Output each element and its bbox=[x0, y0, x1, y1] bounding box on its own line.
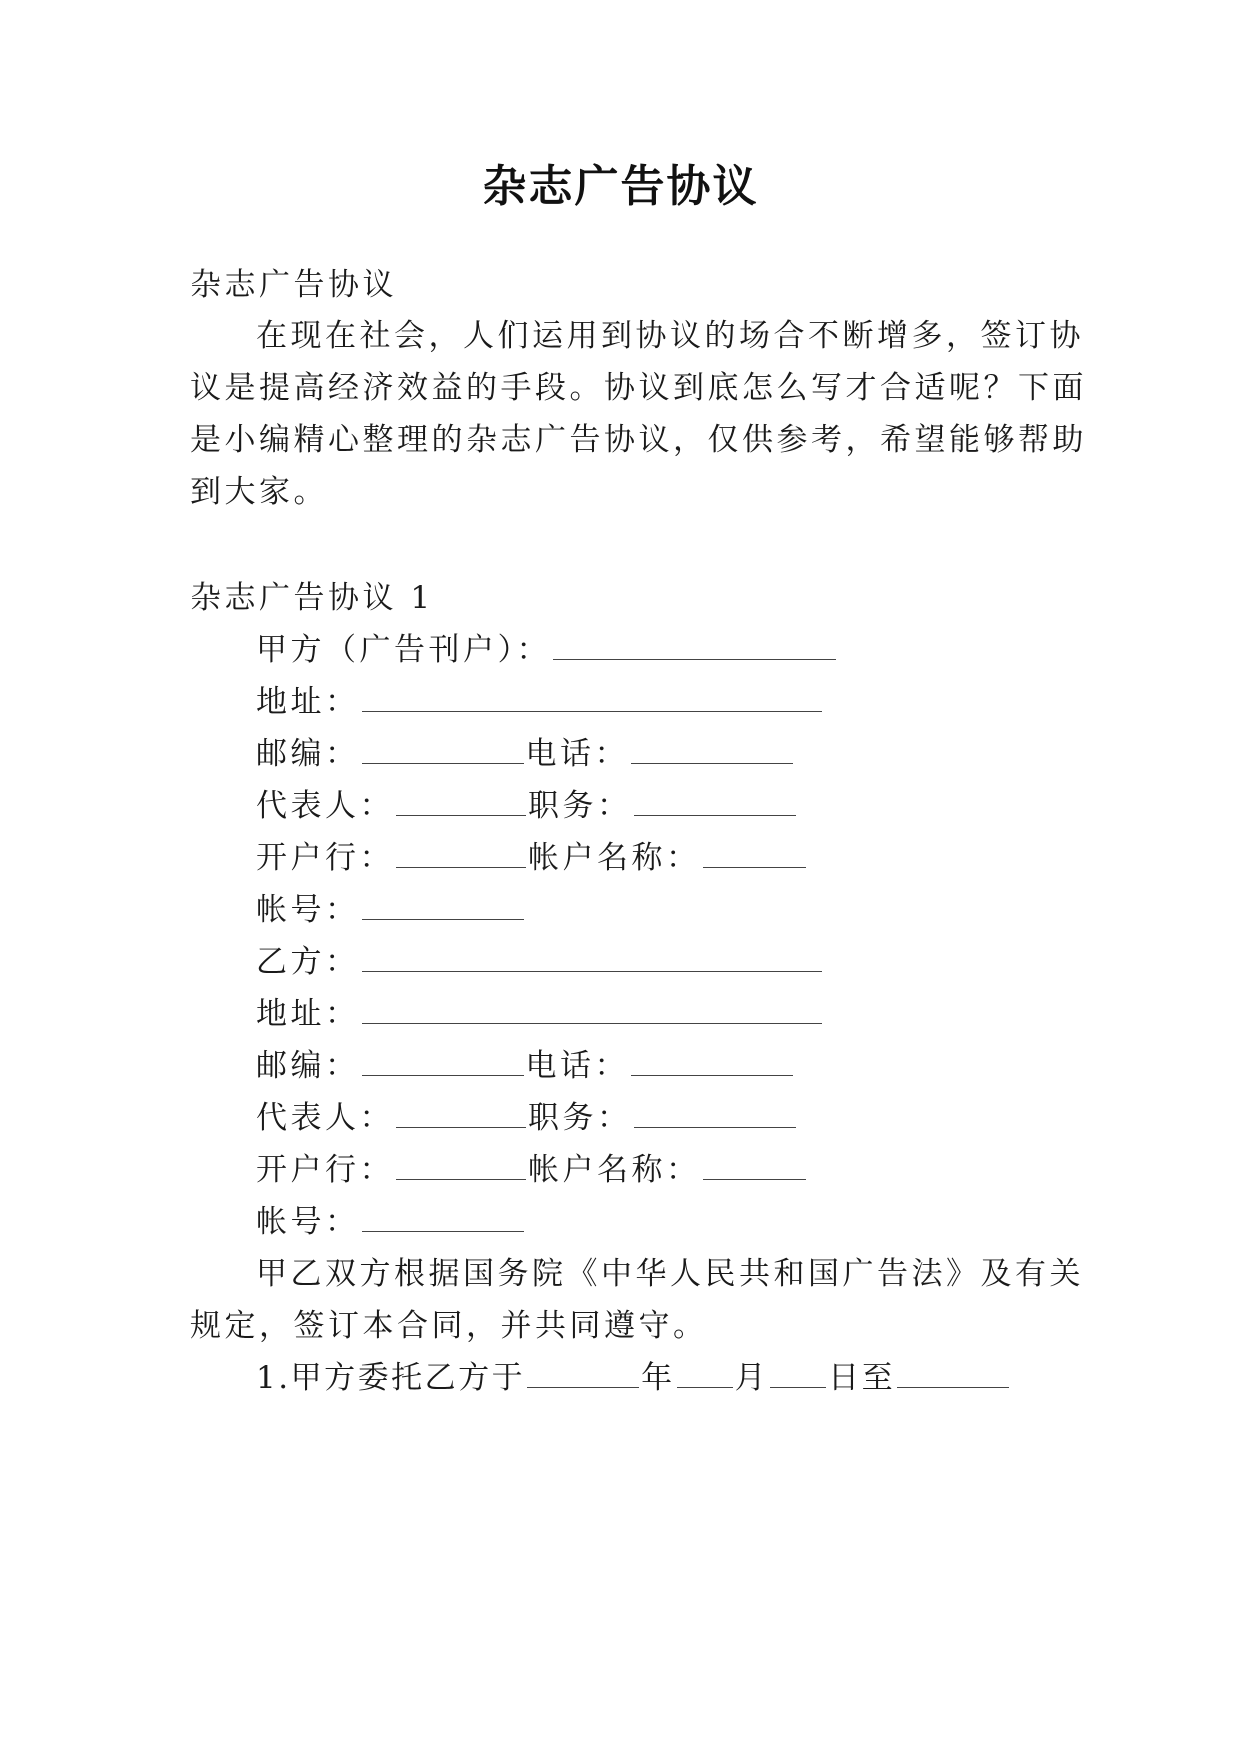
party-a-address-row bbox=[256, 682, 824, 722]
party-b-postcode-blank[interactable] bbox=[362, 1049, 524, 1076]
party-a-postcode-blank[interactable] bbox=[362, 737, 524, 764]
intro-line-2: 议是提高经济效益的手段。协议到底怎么写才合适呢？下面 bbox=[190, 370, 1087, 406]
party-a-position-label: 职务： bbox=[528, 788, 632, 824]
party-a-rep-label: 代表人： bbox=[256, 788, 394, 824]
party-b-postcode-row bbox=[256, 1046, 795, 1086]
party-b-rep-label: 代表人： bbox=[256, 1100, 394, 1136]
document-title: 杂志广告协议 bbox=[482, 161, 759, 212]
party-b-account-row bbox=[256, 1202, 526, 1242]
section-heading: 杂志广告协议 1 bbox=[190, 580, 434, 616]
party-a-phone-label: 电话： bbox=[525, 736, 629, 772]
party-b-bank-label: 开户行： bbox=[256, 1152, 394, 1188]
party-a-position-blank[interactable] bbox=[634, 789, 796, 816]
party-a-bank-blank[interactable] bbox=[396, 841, 526, 868]
party-b-address-row bbox=[256, 994, 824, 1034]
party-b-address-label: 地址： bbox=[256, 996, 360, 1032]
party-a-account-blank[interactable] bbox=[362, 893, 524, 920]
party-b-label: 乙方： bbox=[256, 944, 360, 980]
party-b-phone-blank[interactable] bbox=[631, 1049, 793, 1076]
subtitle: 杂志广告协议 bbox=[190, 267, 397, 303]
party-b-account-name-label: 帐户名称： bbox=[528, 1152, 701, 1188]
party-a-rep-row bbox=[256, 786, 798, 826]
party-a-bank-label: 开户行： bbox=[256, 840, 394, 876]
basis-line-2: 规定，签订本合同，并共同遵守。 bbox=[190, 1308, 708, 1344]
party-b-row bbox=[256, 942, 824, 982]
clause-1-day-to-label: 日至 bbox=[828, 1360, 896, 1396]
intro-line-4: 到大家。 bbox=[190, 474, 328, 510]
party-b-account-blank[interactable] bbox=[362, 1205, 524, 1232]
party-b-name-blank[interactable] bbox=[362, 945, 822, 972]
party-a-bank-row bbox=[256, 838, 808, 878]
party-b-account-name-blank[interactable] bbox=[703, 1153, 806, 1180]
party-b-position-label: 职务： bbox=[528, 1100, 632, 1136]
party-b-rep-row bbox=[256, 1098, 798, 1138]
clause-1-row bbox=[256, 1358, 1011, 1398]
party-a-row bbox=[256, 630, 838, 670]
party-b-position-blank[interactable] bbox=[634, 1101, 796, 1128]
party-a-address-label: 地址： bbox=[256, 684, 360, 720]
party-a-account-label: 帐号： bbox=[256, 892, 360, 928]
party-b-address-blank[interactable] bbox=[362, 997, 822, 1024]
party-a-rep-blank[interactable] bbox=[396, 789, 526, 816]
party-a-name-blank[interactable] bbox=[553, 633, 836, 660]
party-b-bank-blank[interactable] bbox=[396, 1153, 526, 1180]
clause-1-year-label: 年 bbox=[641, 1360, 675, 1396]
party-b-rep-blank[interactable] bbox=[396, 1101, 526, 1128]
clause-1-prefix: 1.甲方委托乙方于 bbox=[256, 1360, 526, 1396]
intro-line-1: 在现在社会，人们运用到协议的场合不断增多，签订协 bbox=[256, 318, 1084, 354]
party-a-phone-blank[interactable] bbox=[631, 737, 793, 764]
clause-1-end-blank[interactable] bbox=[897, 1361, 1009, 1388]
basis-line-1: 甲乙双方根据国务院《中华人民共和国广告法》及有关 bbox=[256, 1256, 1084, 1292]
clause-1-month-label: 月 bbox=[734, 1360, 769, 1396]
clause-1-year-blank[interactable] bbox=[527, 1361, 639, 1388]
party-b-postcode-label: 邮编： bbox=[256, 1048, 360, 1084]
party-b-bank-row bbox=[256, 1150, 808, 1190]
party-a-account-name-label: 帐户名称： bbox=[528, 840, 701, 876]
party-a-label: 甲方（广告刊户）： bbox=[256, 632, 551, 668]
party-a-postcode-label: 邮编： bbox=[256, 736, 360, 772]
party-a-address-blank[interactable] bbox=[362, 685, 822, 712]
intro-line-3: 是小编精心整理的杂志广告协议，仅供参考，希望能够帮助 bbox=[190, 422, 1087, 458]
party-a-account-row bbox=[256, 890, 526, 930]
clause-1-day-blank[interactable] bbox=[770, 1361, 826, 1388]
clause-1-month-blank[interactable] bbox=[677, 1361, 733, 1388]
party-b-account-label: 帐号： bbox=[256, 1204, 360, 1240]
party-a-account-name-blank[interactable] bbox=[703, 841, 806, 868]
party-b-phone-label: 电话： bbox=[525, 1048, 629, 1084]
party-a-postcode-row bbox=[256, 734, 795, 774]
